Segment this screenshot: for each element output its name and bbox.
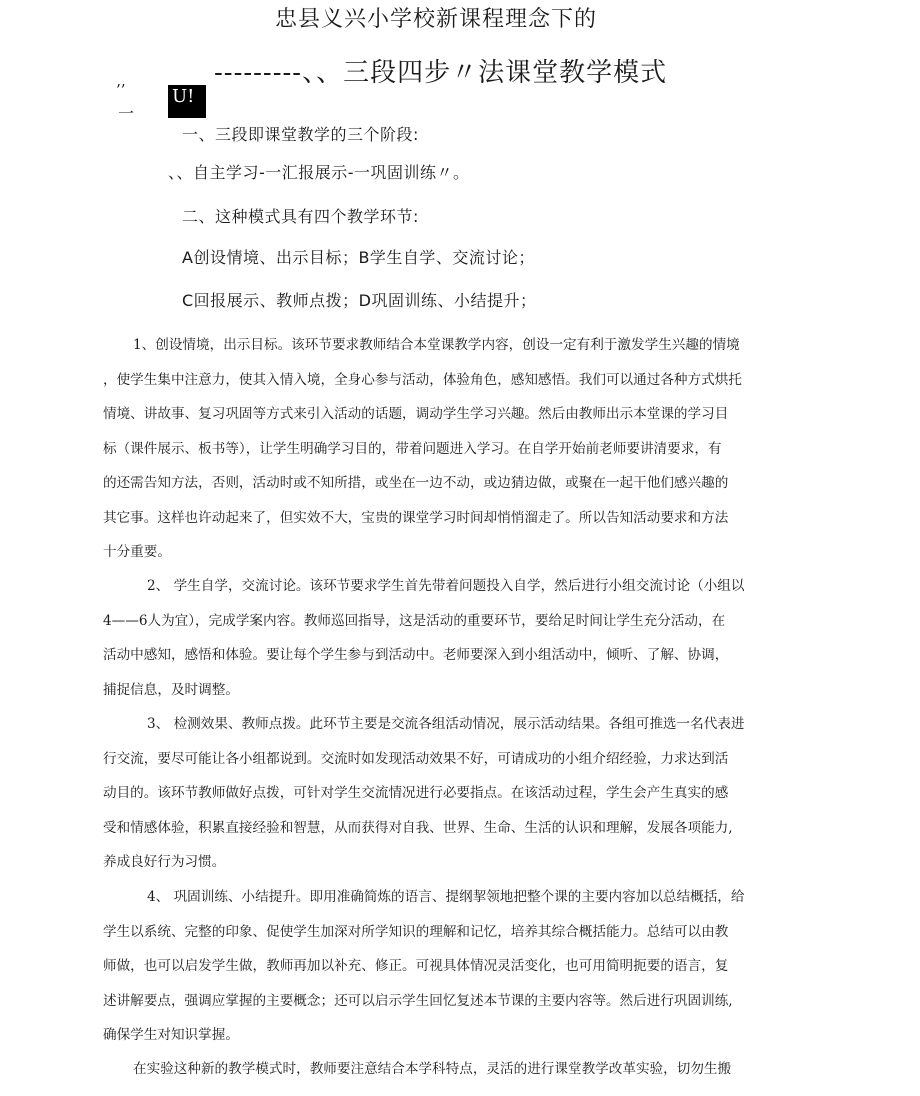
paragraph-line: 十分重要。	[103, 544, 171, 560]
paragraph-line: 1、创设情境，出示目标。该环节要求教师结合本堂课教学内容，创设一定有利于激发学生兴趣的情境	[133, 337, 740, 353]
paragraph-line: 学生以系统、完整的印象、促使学生加深对所学知识的理解和记忆，培养其综合概括能力。总结可以由教	[103, 923, 729, 940]
paragraph-line: 在实验这种新的教学模式时，教师要注意结合本学科特点，灵活的进行课堂教学改革实验，切勿生搬	[133, 1061, 732, 1077]
paragraph-line: 受和情感体验，积累直接经验和智慧，从而获得对自我、世界、生命、生活的认识和理解，发展各项能力,	[103, 819, 733, 836]
paragraph-line: 活动中感知，感悟和体验。要让每个学生参与到活动中。老师要深入到小组活动中，倾听、了解、协调，	[103, 647, 729, 663]
paragraph-line: 捕捉信息，及时调整。	[103, 681, 239, 698]
paragraph-line: 行交流，要尽可能让各小组都说到。交流时如发现活动效果不好，可请成功的小组介绍经验，力求达到活	[103, 750, 729, 767]
paragraph-line: 养成良好行为习惯。	[103, 854, 226, 870]
document-title-line1: 忠县义兴小学校新课程理念下的	[274, 7, 597, 32]
paragraph-line: 动目的。该环节教师做好点拨，可针对学生交流情况进行必要指点。在该活动过程，学生会产生真实的感	[103, 785, 729, 801]
paragraph-line: 其它事。这样也许动起来了，但实效不大，宝贵的课堂学习时间却悄悄溜走了。所以告知活动要求和方法	[103, 509, 729, 526]
paragraph-line: 的还需告知方法，否则，活动时或不知所措，或坐在一边不动，或边猜边做，或聚在一起干他们感兴趣的	[103, 475, 729, 491]
paragraph-1	[103, 328, 819, 570]
redaction-box: U!	[168, 85, 206, 118]
margin-marks: ’’	[116, 81, 126, 99]
paragraph-line: 师做，也可以启发学生做，教师再加以补充、修正。可视具体情况灵活变化，也可用简明扼要的语言，复	[103, 958, 729, 974]
document-title-line2: ---------、、三段四步〃法课堂教学模式	[214, 58, 668, 88]
paragraph-line: 标（课件展示、板书等），让学生明确学习目的，带着问题进入学习。在自学开始前老师要讲清要求，有	[103, 440, 722, 457]
section2-links-cd: C回报展示、教师点拨；D巩固训练、小结提升；	[182, 291, 537, 310]
paragraph-5	[103, 1052, 819, 1087]
paragraph-3	[103, 707, 819, 880]
section1-stages: 、、自主学习-一汇报展示-一巩固训练〃。	[168, 163, 470, 182]
paragraph-line: 确保学生对知识掌握。	[103, 1027, 239, 1043]
paragraph-2	[103, 569, 819, 707]
paragraph-line: 4——6人为宜），完成学案内容。教师巡回指导，这是活动的重要环节，要给足时间让学生充分活动，在	[103, 612, 726, 629]
paragraph-line: 情境、讲故事、复习巩固等方式来引入活动的话题，调动学生学习兴趣。然后由教师出示本堂课的学习目	[103, 406, 729, 422]
paragraph-4	[103, 880, 819, 1053]
section1-heading: 一、三段即课堂教学的三个阶段:	[182, 125, 419, 144]
paragraph-line: 述讲解要点，强调应掌握的主要概念；还可以启示学生回忆复述本节课的主要内容等。然后进行巩固训练,	[103, 992, 733, 1009]
margin-dash: 一	[118, 104, 135, 123]
paragraph-line: 3、 检测效果、教师点拨。此环节主要是交流各组活动情况，展示活动结果。各组可推选一名代表进	[147, 716, 745, 732]
paragraph-line: ，使学生集中注意力，使其入情入境，全身心参与活动，体验角色，感知感悟。我们可以通过各种方式烘托	[103, 371, 742, 388]
paragraph-line: 4、 巩固训练、小结提升。即用准确简炼的语言、提纲挈领地把整个课的主要内容加以总结概括，给	[147, 889, 745, 905]
section2-heading: 二、这种模式具有四个教学环节:	[182, 207, 419, 226]
paragraph-line: 2、 学生自学，交流讨论。该环节要求学生首先带着问题投入自学，然后进行小组交流讨论（小组以	[147, 578, 745, 594]
section2-links-ab: A创设情境、出示目标；B学生自学、交流讨论；	[182, 248, 535, 267]
